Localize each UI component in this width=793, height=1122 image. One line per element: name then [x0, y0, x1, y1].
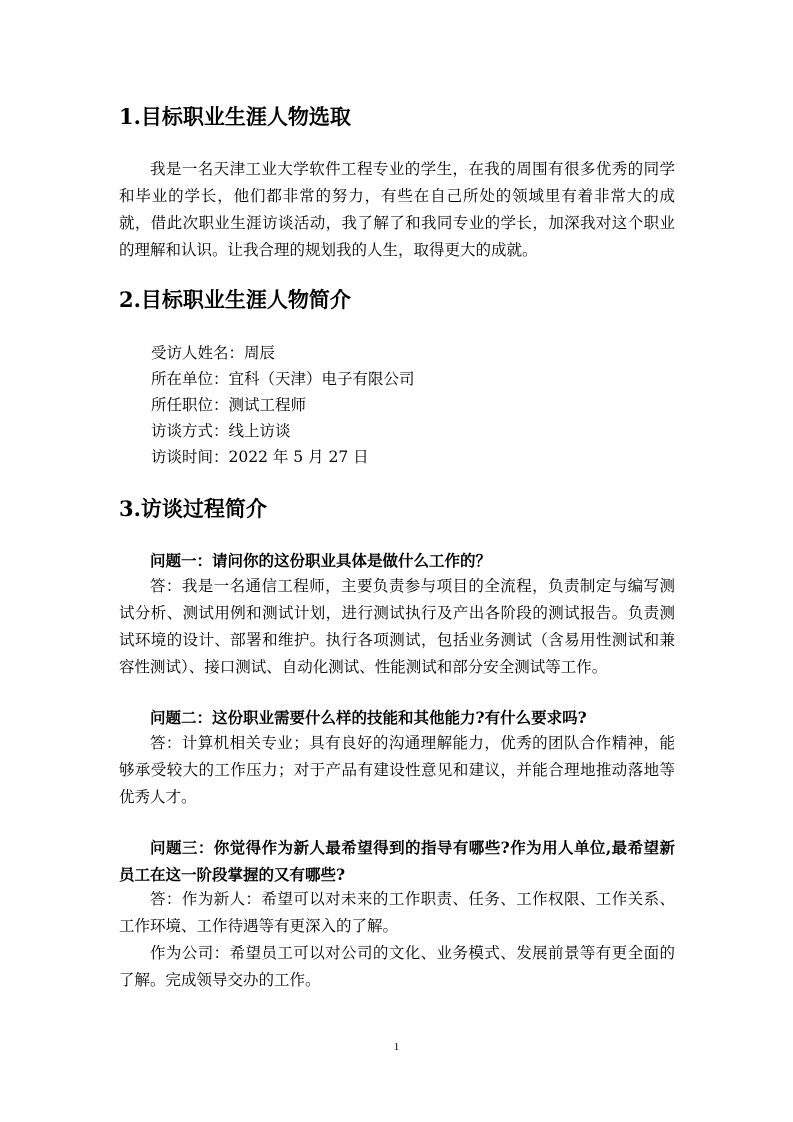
page-number: 1 [393, 1041, 400, 1053]
answer-2: 答：计算机相关专业；具有良好的沟通理解能力，优秀的团队合作精神，能够承受较大的工作压力；对于产品有建设性意见和建议，并能合理地推动落地等优秀人才。 [119, 734, 675, 806]
info-interview-date: 访谈时间：2022 年 5 月 27 日 [151, 448, 369, 466]
info-position: 所任职位：测试工程师 [151, 396, 307, 414]
question-2: 问题二：这份职业需要什么样的技能和其他能力?有什么要求吗? [150, 708, 587, 727]
section-1-body: 我是一名天津工业大学软件工程专业的学生，在我的周围有很多优秀的同学和毕业的学长，他们都非常的努力，有些在自己所处的领域里有着非常大的成就，借此次职业生涯访谈活动，我了解了和我同专业的学长，加深我对这个职业的理解和认识。让我合理的规划我的人生，取得更大的成就。 [119, 160, 675, 259]
answer-3-company: 作为公司：希望员工可以对公司的文化、业务模式、发展前景等有更全面的了解。完成领导交办的工作。 [119, 944, 675, 989]
answer-1: 答：我是一名通信工程师，主要负责参与项目的全流程，负责制定与编写测试分析、测试用例和测试计划，进行测试执行及产出各阶段的测试报告。负责测试环境的设计、部署和维护。执行各项测试，包括业务测试（含易用性测试和兼容性测试）、接口测试、自动化测试、性能测试和部分安全测试等工作。 [119, 577, 675, 676]
info-interview-method: 访谈方式：线上访谈 [151, 422, 291, 440]
interviewee-info-list [151, 340, 415, 470]
section-3-heading: 3.访谈过程简介 [119, 496, 267, 521]
section-1-heading: 1.目标职业生涯人物选取 [119, 104, 351, 129]
question-1: 问题一：请问你的这份职业具体是做什么工作的？ [150, 551, 492, 570]
info-employer: 所在单位：宜科（天津）电子有限公司 [151, 370, 415, 388]
section-2-heading: 2.目标职业生涯人物简介 [119, 287, 351, 312]
question-3: 问题三：你觉得作为新人最希望得到的指导有哪些?作为用人单位,最希望新员工在这一阶段掌握的又有哪些? [119, 838, 675, 884]
info-name: 受访人姓名：周辰 [151, 344, 276, 362]
answer-3-newcomer: 答：作为新人：希望可以对未来的工作职责、任务、工作权限、工作关系、工作环境、工作待遇等有更深入的了解。 [119, 890, 675, 935]
